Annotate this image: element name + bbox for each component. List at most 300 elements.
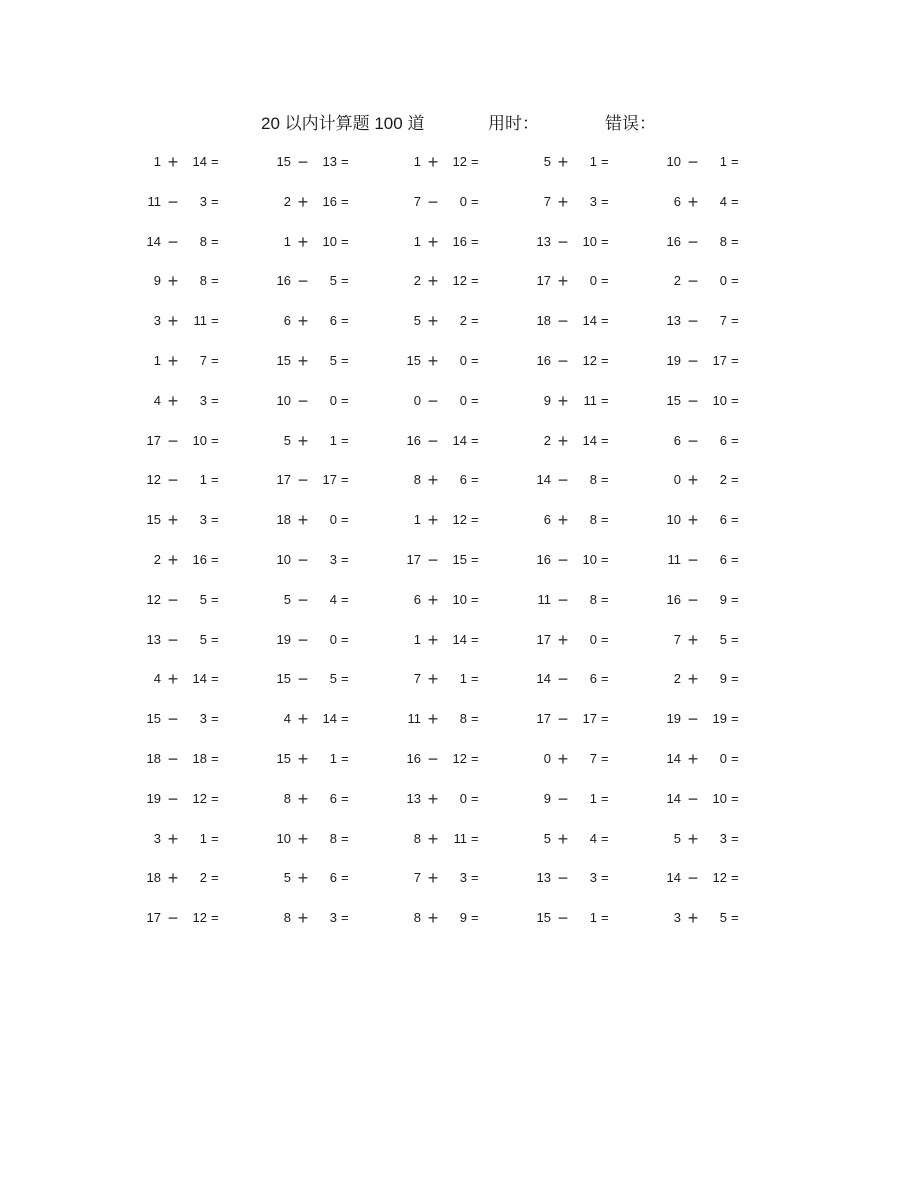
arithmetic-problem (403, 348, 503, 374)
problem-row (0, 786, 920, 826)
operand-a: 2 (673, 273, 681, 289)
problem-row (0, 189, 920, 229)
operator: + (557, 748, 569, 769)
arithmetic-problem (663, 388, 763, 414)
operand-b: 14 (452, 631, 467, 647)
problem-row (0, 746, 920, 786)
operator: − (557, 908, 569, 929)
operand-a: 19 (666, 352, 681, 368)
worksheet-title: 20 以内计算题 100 道 (261, 114, 425, 133)
operand-b: 10 (582, 551, 597, 567)
equals-sign: = (471, 711, 479, 727)
arithmetic-problem (143, 388, 243, 414)
arithmetic-problem (273, 706, 373, 732)
equals-sign: = (471, 750, 479, 766)
operator: − (167, 788, 179, 809)
operand-a: 2 (673, 671, 681, 687)
operand-a: 10 (666, 512, 681, 528)
operand-a: 13 (536, 233, 551, 249)
arithmetic-problem (403, 507, 503, 533)
equals-sign: = (471, 551, 479, 567)
equals-sign: = (341, 750, 349, 766)
arithmetic-problem (143, 905, 243, 931)
arithmetic-problem (533, 706, 633, 732)
operand-a: 1 (413, 233, 421, 249)
arithmetic-problem (533, 547, 633, 573)
operand-a: 16 (406, 432, 421, 448)
operand-a: 18 (536, 313, 551, 329)
arithmetic-problem (143, 666, 243, 692)
operand-a: 6 (283, 313, 291, 329)
equals-sign: = (211, 711, 219, 727)
problem-row (0, 627, 920, 667)
operand-a: 6 (673, 432, 681, 448)
operand-b: 0 (589, 273, 597, 289)
equals-sign: = (471, 154, 479, 169)
arithmetic-problem (403, 229, 503, 255)
operand-b: 3 (459, 870, 467, 886)
operand-a: 17 (536, 711, 551, 727)
operand-b: 3 (199, 512, 207, 528)
operand-b: 17 (582, 711, 597, 727)
equals-sign: = (341, 551, 349, 567)
arithmetic-problem (403, 149, 503, 175)
operator: − (557, 788, 569, 809)
operand-a: 15 (276, 671, 291, 687)
arithmetic-problem (533, 467, 633, 493)
arithmetic-problem (403, 587, 503, 613)
operator: − (557, 231, 569, 252)
operand-b: 11 (583, 392, 597, 408)
arithmetic-problem (533, 268, 633, 294)
operator: − (297, 470, 309, 491)
operator: + (297, 231, 309, 252)
operand-a: 17 (536, 273, 551, 289)
arithmetic-problem (273, 627, 373, 653)
operator: − (557, 470, 569, 491)
operator: + (167, 350, 179, 371)
arithmetic-problem (533, 627, 633, 653)
operator: − (167, 908, 179, 929)
arithmetic-problem (273, 666, 373, 692)
operand-b: 12 (582, 352, 597, 368)
operand-b: 6 (329, 313, 337, 329)
problem-row (0, 706, 920, 746)
problem-row (0, 229, 920, 269)
arithmetic-problem (663, 428, 763, 454)
operand-b: 6 (329, 870, 337, 886)
operand-b: 3 (199, 392, 207, 408)
arithmetic-problem (533, 905, 633, 931)
operator: + (427, 311, 439, 332)
operator: − (557, 709, 569, 730)
arithmetic-problem (403, 467, 503, 493)
operator: + (167, 868, 179, 889)
equals-sign: = (731, 631, 739, 647)
operator: − (687, 589, 699, 610)
operand-a: 10 (276, 551, 291, 567)
arithmetic-problem (143, 865, 243, 891)
operand-a: 15 (406, 352, 421, 368)
operand-a: 1 (413, 631, 421, 647)
operand-a: 15 (276, 154, 291, 169)
operand-b: 16 (192, 551, 207, 567)
operand-b: 6 (459, 472, 467, 488)
equals-sign: = (731, 711, 739, 727)
equals-sign: = (471, 910, 479, 926)
equals-sign: = (341, 790, 349, 806)
operator: + (167, 510, 179, 531)
operator: − (167, 629, 179, 650)
arithmetic-problem (273, 865, 373, 891)
operand-a: 8 (283, 790, 291, 806)
operand-a: 15 (536, 910, 551, 926)
operand-b: 14 (582, 313, 597, 329)
operand-a: 2 (413, 273, 421, 289)
equals-sign: = (731, 870, 739, 886)
operand-a: 16 (406, 750, 421, 766)
operand-b: 9 (459, 910, 467, 926)
operand-b: 3 (199, 193, 207, 209)
operator: + (557, 271, 569, 292)
operand-b: 12 (712, 870, 727, 886)
operand-b: 6 (589, 671, 597, 687)
operand-b: 0 (329, 392, 337, 408)
arithmetic-problem (143, 547, 243, 573)
problem-row (0, 905, 920, 945)
operand-b: 5 (199, 631, 207, 647)
arithmetic-problem (663, 547, 763, 573)
operand-a: 13 (536, 870, 551, 886)
operator: + (427, 788, 439, 809)
operand-b: 10 (712, 392, 727, 408)
operand-b: 3 (719, 830, 727, 846)
operator: + (557, 152, 569, 172)
operand-b: 8 (459, 711, 467, 727)
operator: + (297, 828, 309, 849)
arithmetic-problem (533, 786, 633, 812)
operand-b: 3 (199, 711, 207, 727)
equals-sign: = (601, 870, 609, 886)
arithmetic-problem (403, 706, 503, 732)
operand-a: 18 (146, 870, 161, 886)
operand-a: 6 (413, 591, 421, 607)
operator: + (297, 311, 309, 332)
operand-a: 8 (413, 472, 421, 488)
equals-sign: = (471, 472, 479, 488)
operand-b: 1 (589, 154, 597, 169)
operator: + (557, 390, 569, 411)
equals-sign: = (341, 631, 349, 647)
equals-sign: = (731, 154, 739, 169)
equals-sign: = (341, 154, 349, 169)
operand-a: 14 (666, 790, 681, 806)
equals-sign: = (471, 313, 479, 329)
equals-sign: = (471, 671, 479, 687)
equals-sign: = (471, 432, 479, 448)
operator: − (687, 152, 699, 172)
operand-b: 15 (452, 551, 467, 567)
equals-sign: = (731, 313, 739, 329)
operator: + (557, 828, 569, 849)
operand-a: 10 (276, 830, 291, 846)
operand-b: 10 (452, 591, 467, 607)
operand-a: 17 (406, 551, 421, 567)
operand-b: 6 (329, 790, 337, 806)
operator: + (427, 629, 439, 650)
equals-sign: = (731, 551, 739, 567)
operand-a: 18 (146, 750, 161, 766)
operator: − (297, 549, 309, 570)
arithmetic-problem (273, 507, 373, 533)
operator: − (687, 709, 699, 730)
equals-sign: = (601, 711, 609, 727)
operator: + (687, 748, 699, 769)
arithmetic-problem (663, 308, 763, 334)
operator: + (557, 191, 569, 212)
operand-a: 3 (153, 830, 161, 846)
operand-b: 1 (589, 910, 597, 926)
arithmetic-problem (663, 706, 763, 732)
operand-a: 19 (666, 711, 681, 727)
equals-sign: = (601, 193, 609, 209)
operand-a: 8 (283, 910, 291, 926)
operand-a: 16 (666, 233, 681, 249)
arithmetic-problem (273, 268, 373, 294)
operator: + (297, 908, 309, 929)
operator: − (687, 231, 699, 252)
operand-a: 11 (407, 711, 421, 727)
equals-sign: = (211, 392, 219, 408)
equals-sign: = (211, 512, 219, 528)
arithmetic-problem (273, 229, 373, 255)
worksheet-header (0, 109, 920, 133)
arithmetic-problem (663, 189, 763, 215)
arithmetic-problem (403, 905, 503, 931)
operator: + (297, 748, 309, 769)
operand-a: 17 (146, 432, 161, 448)
equals-sign: = (471, 790, 479, 806)
operator: + (167, 828, 179, 849)
arithmetic-problem (533, 388, 633, 414)
arithmetic-problem (143, 746, 243, 772)
operand-a: 7 (673, 631, 681, 647)
operator: − (167, 231, 179, 252)
operator: − (297, 152, 309, 172)
arithmetic-problem (273, 388, 373, 414)
arithmetic-problem (273, 547, 373, 573)
arithmetic-problem (273, 786, 373, 812)
operand-b: 14 (192, 671, 207, 687)
problem-row (0, 149, 920, 189)
equals-sign: = (211, 154, 219, 169)
operand-a: 5 (283, 432, 291, 448)
equals-sign: = (471, 830, 479, 846)
equals-sign: = (471, 870, 479, 886)
equals-sign: = (731, 193, 739, 209)
operator: − (297, 589, 309, 610)
arithmetic-problem (143, 428, 243, 454)
problem-row (0, 507, 920, 547)
problem-row (0, 388, 920, 428)
arithmetic-problem (533, 666, 633, 692)
equals-sign: = (601, 512, 609, 528)
equals-sign: = (211, 591, 219, 607)
equals-sign: = (731, 591, 739, 607)
operand-b: 4 (589, 830, 597, 846)
operand-a: 1 (153, 352, 161, 368)
operand-b: 5 (329, 352, 337, 368)
operator: + (297, 510, 309, 531)
operand-a: 0 (413, 392, 421, 408)
arithmetic-problem (143, 587, 243, 613)
operand-a: 7 (413, 671, 421, 687)
operand-a: 16 (536, 551, 551, 567)
operand-a: 5 (543, 830, 551, 846)
operand-a: 19 (146, 790, 161, 806)
operand-a: 9 (543, 392, 551, 408)
equals-sign: = (341, 432, 349, 448)
equals-sign: = (601, 313, 609, 329)
equals-sign: = (211, 273, 219, 289)
equals-sign: = (731, 910, 739, 926)
operand-b: 6 (719, 432, 727, 448)
operator: − (557, 589, 569, 610)
operand-b: 14 (322, 711, 337, 727)
arithmetic-problem (533, 865, 633, 891)
equals-sign: = (601, 154, 609, 169)
arithmetic-problem (403, 666, 503, 692)
arithmetic-problem (273, 348, 373, 374)
arithmetic-problem (663, 348, 763, 374)
problem-row (0, 826, 920, 866)
equals-sign: = (211, 551, 219, 567)
equals-sign: = (341, 671, 349, 687)
operator: − (687, 549, 699, 570)
operand-b: 5 (329, 671, 337, 687)
operand-b: 9 (719, 591, 727, 607)
operator: + (557, 430, 569, 451)
operand-a: 0 (543, 750, 551, 766)
operator: + (427, 908, 439, 929)
equals-sign: = (211, 870, 219, 886)
operand-b: 12 (192, 910, 207, 926)
equals-sign: = (731, 790, 739, 806)
equals-sign: = (731, 352, 739, 368)
operand-a: 0 (673, 472, 681, 488)
problem-row (0, 467, 920, 507)
operand-b: 2 (719, 472, 727, 488)
operator: − (557, 549, 569, 570)
operand-a: 4 (153, 392, 161, 408)
operator: + (167, 390, 179, 411)
operand-b: 5 (719, 631, 727, 647)
operand-b: 12 (452, 273, 467, 289)
equals-sign: = (731, 512, 739, 528)
operand-b: 5 (329, 273, 337, 289)
equals-sign: = (341, 193, 349, 209)
operand-b: 3 (589, 193, 597, 209)
operator: + (167, 152, 179, 172)
arithmetic-problem (403, 547, 503, 573)
operator: − (427, 430, 439, 451)
operand-b: 11 (453, 830, 467, 846)
arithmetic-problem (143, 826, 243, 852)
operand-a: 2 (153, 551, 161, 567)
equals-sign: = (601, 551, 609, 567)
arithmetic-problem (273, 428, 373, 454)
equals-sign: = (341, 313, 349, 329)
operand-b: 10 (712, 790, 727, 806)
operator: − (687, 430, 699, 451)
operand-a: 14 (146, 233, 161, 249)
arithmetic-problem (403, 865, 503, 891)
operator: + (687, 470, 699, 491)
arithmetic-problem (143, 229, 243, 255)
operand-b: 13 (322, 154, 337, 169)
operator: − (557, 311, 569, 332)
equals-sign: = (471, 591, 479, 607)
operand-b: 0 (459, 352, 467, 368)
equals-sign: = (731, 392, 739, 408)
arithmetic-problem (533, 348, 633, 374)
operand-b: 7 (199, 352, 207, 368)
operand-a: 11 (147, 193, 161, 209)
arithmetic-problem (663, 268, 763, 294)
arithmetic-problem (533, 229, 633, 255)
time-label: 用时： (488, 114, 539, 133)
operand-b: 0 (459, 392, 467, 408)
operator: + (167, 311, 179, 332)
operand-b: 14 (192, 154, 207, 169)
operand-a: 17 (276, 472, 291, 488)
equals-sign: = (341, 910, 349, 926)
operator: + (557, 629, 569, 650)
operand-b: 17 (712, 352, 727, 368)
equals-sign: = (601, 432, 609, 448)
equals-sign: = (471, 352, 479, 368)
arithmetic-problem (273, 826, 373, 852)
operand-b: 19 (712, 711, 727, 727)
operator: − (167, 430, 179, 451)
operand-a: 18 (276, 512, 291, 528)
operator: − (297, 271, 309, 292)
equals-sign: = (731, 472, 739, 488)
arithmetic-problem (143, 308, 243, 334)
arithmetic-problem (663, 865, 763, 891)
operator: − (687, 311, 699, 332)
operand-a: 15 (666, 392, 681, 408)
equals-sign: = (731, 671, 739, 687)
operator: + (427, 350, 439, 371)
operand-a: 7 (413, 870, 421, 886)
operand-b: 8 (589, 512, 597, 528)
equals-sign: = (211, 830, 219, 846)
equals-sign: = (471, 392, 479, 408)
operand-a: 1 (283, 233, 291, 249)
operator: − (167, 709, 179, 730)
arithmetic-problem (143, 268, 243, 294)
operand-a: 4 (153, 671, 161, 687)
operand-b: 14 (582, 432, 597, 448)
operator: + (427, 669, 439, 690)
equals-sign: = (341, 830, 349, 846)
operand-a: 14 (666, 870, 681, 886)
operand-b: 8 (329, 830, 337, 846)
arithmetic-problem (533, 746, 633, 772)
arithmetic-problem (143, 706, 243, 732)
operand-b: 6 (719, 512, 727, 528)
